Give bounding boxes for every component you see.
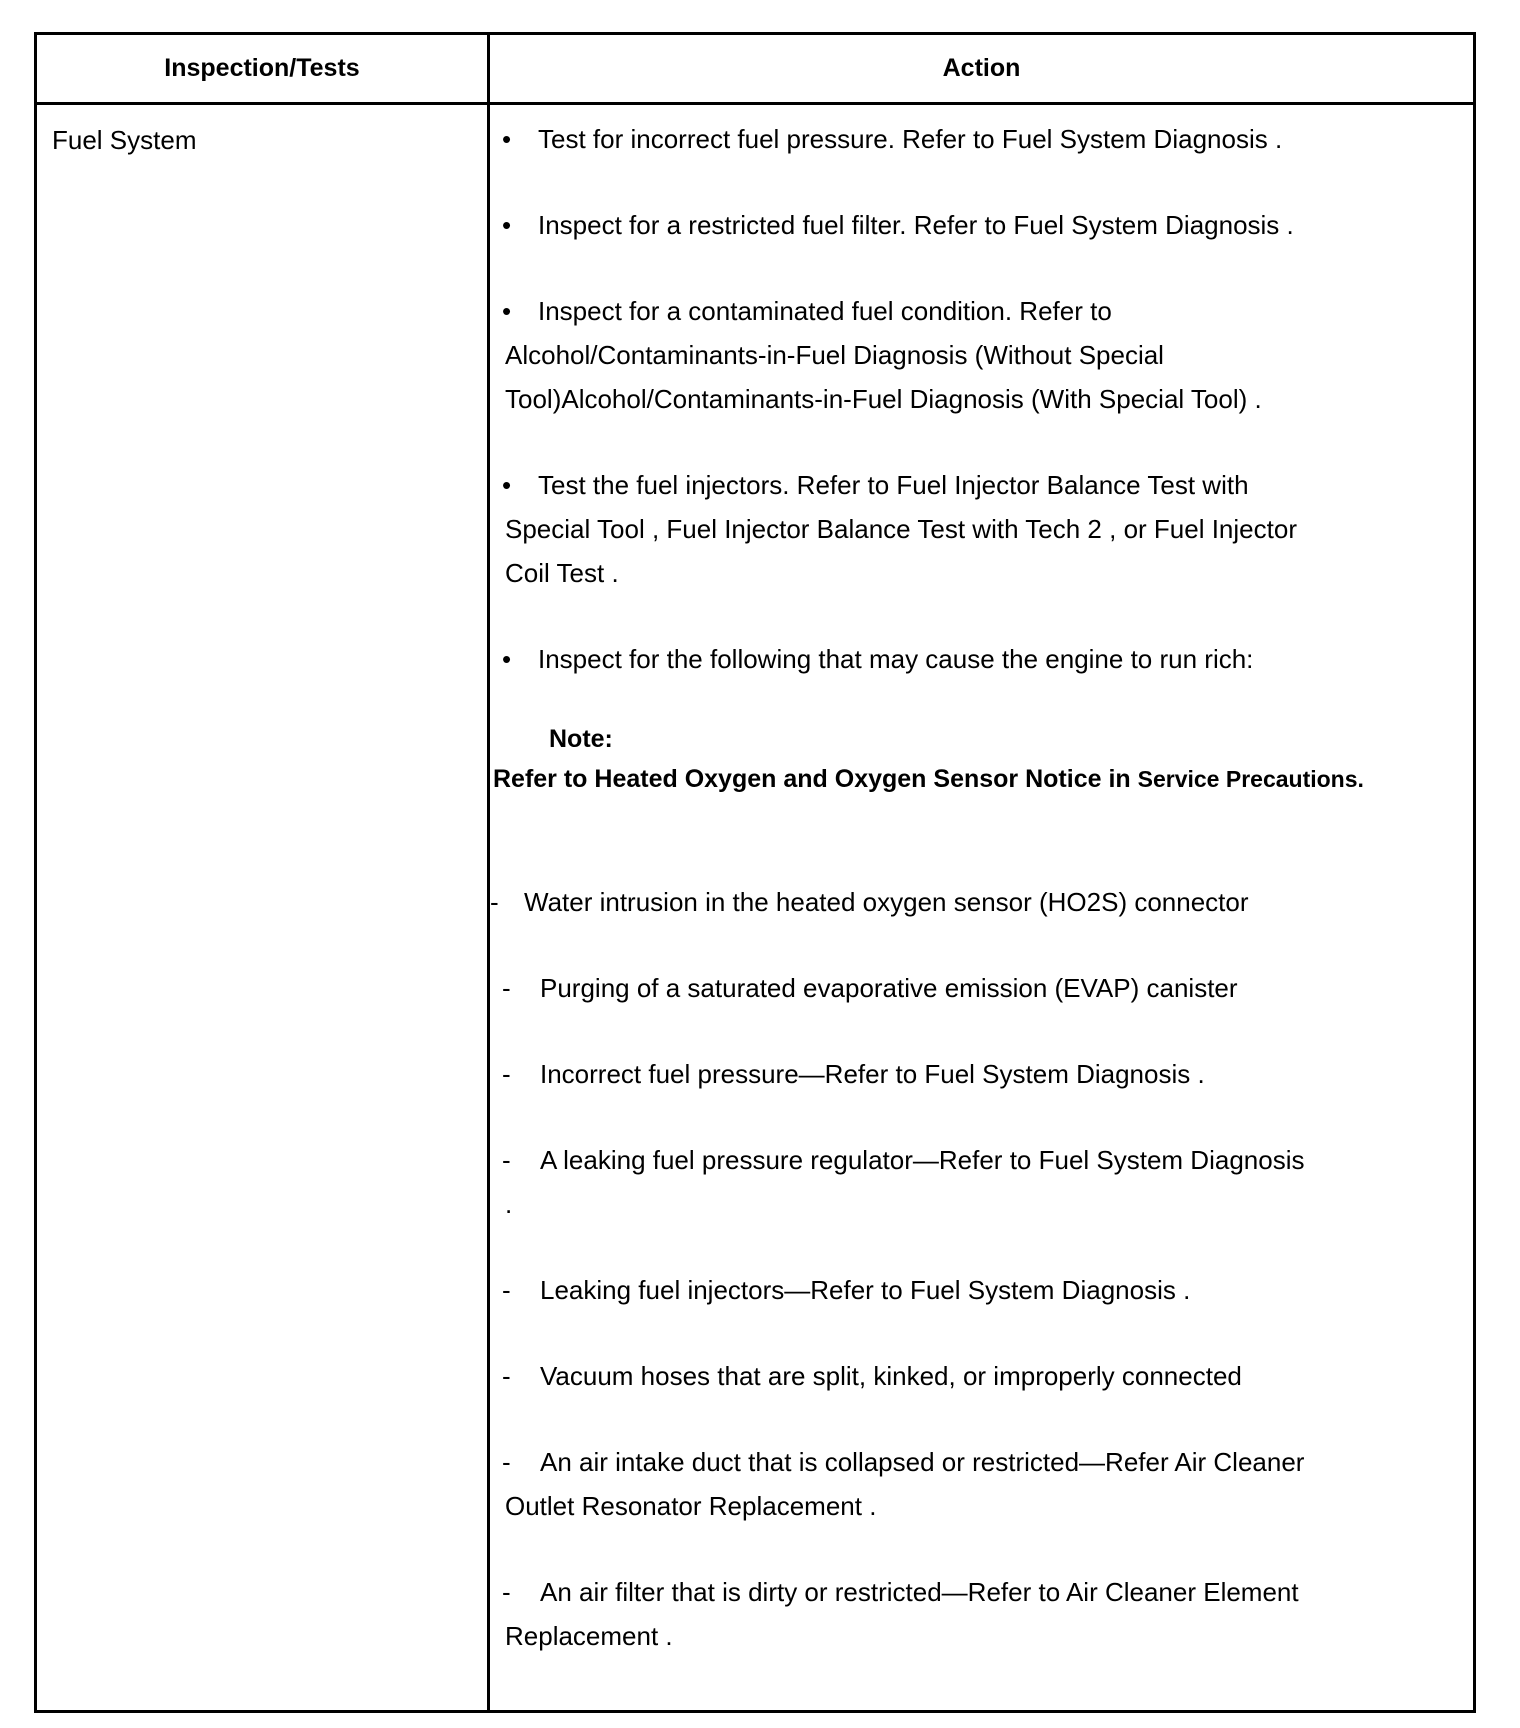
dash-marker: - (502, 973, 511, 1003)
dash-text-continued: . (505, 1189, 513, 1219)
note-text (493, 765, 1364, 794)
bullet-marker: • (502, 470, 512, 500)
header-action: Action (942, 54, 1021, 82)
header-inspection: Inspection/Tests (164, 54, 360, 82)
bullet-text: Test the fuel injectors. Refer to Fuel Injector Balance Test with (538, 470, 1249, 500)
dash-text: Incorrect fuel pressure—Refer to Fuel System Diagnosis . (540, 1059, 1205, 1089)
action-bullet-item (490, 463, 1297, 595)
action-dash-item (490, 1138, 1304, 1226)
dash-marker: - (502, 1361, 511, 1391)
action-bullet-item (490, 203, 1294, 247)
dash-text: Water intrusion in the heated oxygen sensor (HO2S) connector (524, 887, 1249, 917)
dash-text-continued: Outlet Resonator Replacement . (505, 1491, 877, 1521)
dash-marker: - (502, 1145, 511, 1175)
action-dash-item (490, 880, 1249, 924)
bullet-text: Test for incorrect fuel pressure. Refer to Fuel System Diagnosis . (538, 124, 1283, 154)
dash-text: Purging of a saturated evaporative emission (EVAP) canister (540, 973, 1238, 1003)
dash-marker: - (490, 887, 499, 917)
action-dash-item (490, 1570, 1299, 1658)
note-text-main: Refer to Heated Oxygen and Oxygen Sensor Notice in (493, 765, 1131, 793)
action-dash-item (490, 1440, 1304, 1528)
dash-text: A leaking fuel pressure regulator—Refer to Fuel System Diagnosis (540, 1145, 1305, 1175)
bullet-marker: • (502, 124, 512, 154)
inspection-cell: Fuel System (52, 125, 197, 155)
bullet-text-continued: Tool)Alcohol/Contaminants-in-Fuel Diagnosis (With Special Tool) . (505, 384, 1262, 414)
bullet-text-continued: Coil Test . (505, 558, 619, 588)
dash-text: An air filter that is dirty or restricted—Refer to Air Cleaner Element (540, 1577, 1299, 1607)
dash-text: Vacuum hoses that are split, kinked, or improperly connected (540, 1361, 1242, 1391)
action-dash-item (490, 1354, 1242, 1398)
dash-text: Leaking fuel injectors—Refer to Fuel System Diagnosis . (540, 1275, 1191, 1305)
dash-text: An air intake duct that is collapsed or restricted—Refer Air Cleaner (540, 1447, 1305, 1477)
note-text-tail: Service Precautions. (1137, 766, 1364, 792)
bullet-text: Inspect for a restricted fuel filter. Refer to Fuel System Diagnosis . (538, 210, 1294, 240)
diagnostic-table (34, 32, 1476, 1713)
note-title: Note: (549, 725, 613, 753)
action-dash-item (490, 1052, 1205, 1096)
action-dash-item (490, 966, 1238, 1010)
bullet-marker: • (502, 296, 512, 326)
dash-marker: - (502, 1275, 511, 1305)
bullet-text-continued: Alcohol/Contaminants-in-Fuel Diagnosis (Without Special (505, 340, 1164, 370)
bullet-text: Inspect for a contaminated fuel condition. Refer to (538, 296, 1112, 326)
dash-marker: - (502, 1577, 511, 1607)
action-dash-item (490, 1268, 1190, 1312)
dash-marker: - (502, 1059, 511, 1089)
bullet-marker: • (502, 210, 512, 240)
action-cell (490, 105, 1473, 1710)
dash-marker: - (502, 1447, 511, 1477)
action-bullet-item (490, 637, 1253, 681)
bullet-text: Inspect for the following that may cause the engine to run rich: (538, 644, 1254, 674)
bullet-marker: • (502, 644, 512, 674)
action-bullet-item (490, 289, 1262, 421)
dash-text-continued: Replacement . (505, 1621, 673, 1651)
action-bullet-item (490, 117, 1282, 161)
bullet-text-continued: Special Tool , Fuel Injector Balance Test with Tech 2 , or Fuel Injector (505, 514, 1297, 544)
